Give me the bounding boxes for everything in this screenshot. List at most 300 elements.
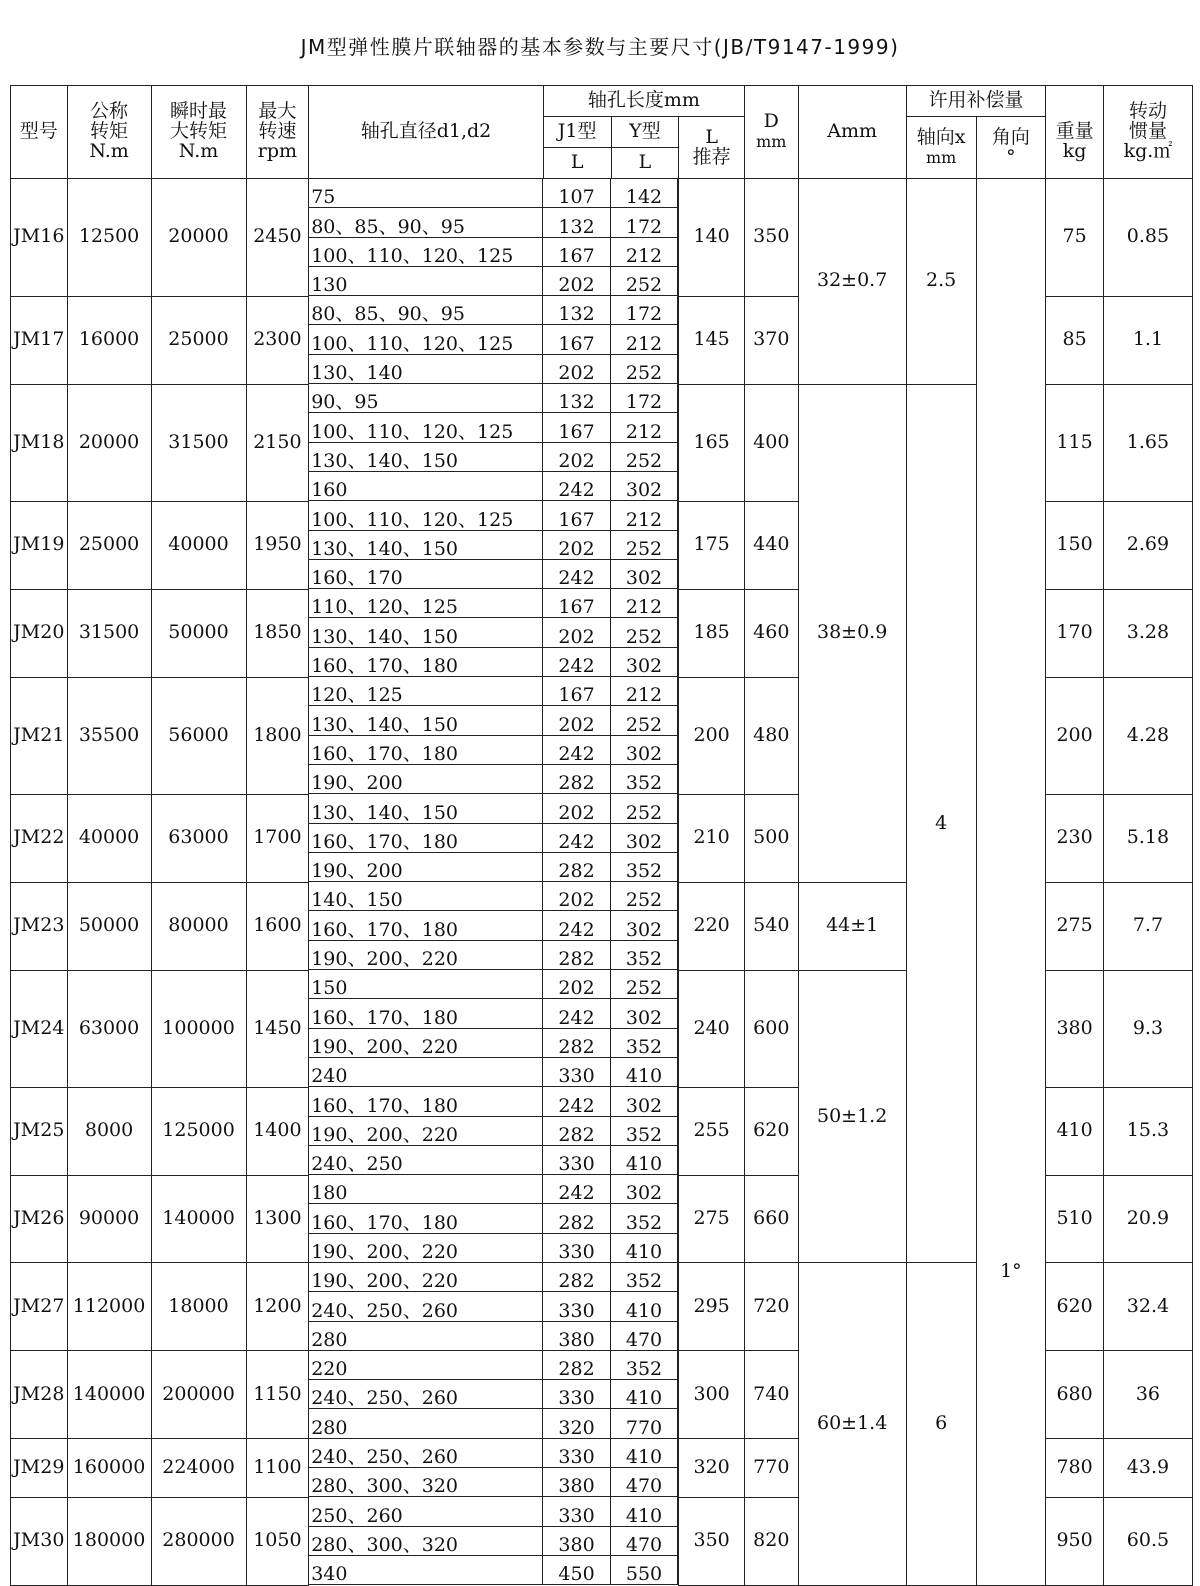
y-length-cell: 302 [610,559,677,588]
bore-diameter-cell: 100、110、120、125 [309,413,543,442]
speed-cell: 1700 [246,794,309,882]
inertia-cell: 1.1 [1103,296,1192,384]
j1-length-cell: 330 [543,1380,610,1409]
d-cell: 660 [745,1175,799,1263]
j1-length-cell: 330 [543,1057,610,1086]
axial-compensation-cell: 6 [906,1263,976,1585]
axial-compensation-cell: 4 [906,384,976,1263]
bore-row [309,1087,678,1116]
bore-subtable-cell [309,1497,679,1585]
d-cell: 720 [745,1263,799,1351]
y-length-cell: 470 [610,1321,677,1350]
l-recommended-cell: 185 [679,589,745,677]
model-cell: JM16 [11,179,68,297]
weight-cell: 410 [1046,1087,1104,1175]
bore-row [309,589,678,618]
bore-diameter-cell: 250、260 [309,1497,543,1526]
j1-length-cell: 167 [543,413,610,442]
bore-row [309,882,678,911]
j1-length-cell: 202 [543,794,610,823]
bore-row [309,1351,678,1380]
peak-torque-cell: 25000 [151,296,246,384]
header-axial: 轴向x mm [906,117,976,179]
y-length-cell: 252 [610,706,677,735]
d-cell: 500 [745,794,799,882]
bore-row [309,677,678,706]
bore-row [309,442,678,471]
peak-torque-cell: 63000 [151,794,246,882]
y-length-cell: 770 [610,1409,677,1438]
y-length-cell: 302 [610,1087,677,1116]
a-value-cell: 32±0.7 [798,179,906,385]
y-length-cell: 252 [610,530,677,559]
torque-cell: 16000 [67,296,151,384]
header-torque: 公称 转矩 N.m [67,86,151,179]
model-cell: JM17 [11,296,68,384]
bore-row [309,208,678,237]
bore-subtable [309,1351,678,1439]
y-length-cell: 212 [610,677,677,706]
model-cell: JM19 [11,501,68,589]
bore-row [309,1321,678,1350]
table-row [11,179,1193,297]
inertia-cell: 3.28 [1103,589,1192,677]
bore-diameter-cell: 80、85、90、95 [309,208,543,237]
d-cell: 480 [745,677,799,794]
header-j1: J1型 [543,117,611,148]
speed-cell: 1850 [246,589,309,677]
inertia-cell: 20.9 [1103,1175,1192,1263]
l-recommended-cell: 220 [679,882,745,970]
y-length-cell: 352 [610,1263,677,1292]
bore-subtable-cell [309,296,679,384]
bore-subtable-cell [309,794,679,882]
bore-row [309,1116,678,1145]
inertia-cell: 4.28 [1103,677,1192,794]
y-length-cell: 352 [610,1028,677,1057]
weight-cell: 170 [1046,589,1104,677]
inertia-cell: 43.9 [1103,1439,1192,1498]
j1-length-cell: 242 [543,823,610,852]
bore-row [309,1057,678,1086]
bore-diameter-cell: 190、200 [309,852,543,881]
model-cell: JM26 [11,1175,68,1263]
bore-row [309,354,678,383]
y-length-cell: 212 [610,589,677,618]
bore-diameter-cell: 220 [309,1351,543,1380]
bore-row [309,970,678,999]
j1-length-cell: 450 [543,1555,610,1584]
j1-length-cell: 202 [543,530,610,559]
peak-torque-cell: 50000 [151,589,246,677]
torque-cell: 35500 [67,677,151,794]
j1-length-cell: 282 [543,1116,610,1145]
j1-length-cell: 202 [543,970,610,999]
peak-torque-cell: 125000 [151,1087,246,1175]
model-cell: JM29 [11,1439,68,1498]
bore-subtable [309,1497,678,1585]
bore-row [309,1380,678,1409]
j1-length-cell: 282 [543,852,610,881]
bore-row [309,1292,678,1321]
j1-length-cell: 380 [543,1321,610,1350]
torque-cell: 90000 [67,1175,151,1263]
bore-subtable-cell [309,882,679,970]
bore-diameter-cell: 110、120、125 [309,589,543,618]
d-cell: 440 [745,501,799,589]
y-length-cell: 302 [610,735,677,764]
bore-diameter-cell: 160、170、180 [309,999,543,1028]
y-length-cell: 302 [610,911,677,940]
bore-subtable-cell [309,179,679,297]
speed-cell: 1950 [246,501,309,589]
bore-subtable [309,1263,678,1351]
model-cell: JM18 [11,384,68,501]
j1-length-cell: 282 [543,1351,610,1380]
j1-length-cell: 132 [543,384,610,413]
bore-diameter-cell: 130、140、150 [309,794,543,823]
j1-length-cell: 242 [543,911,610,940]
y-length-cell: 410 [610,1145,677,1174]
peak-torque-cell: 280000 [151,1497,246,1585]
bore-diameter-cell: 160、170 [309,559,543,588]
y-length-cell: 352 [610,940,677,969]
j1-length-cell: 330 [543,1439,610,1468]
d-cell: 620 [745,1087,799,1175]
header-l-recommended: L 推荐 [679,117,745,179]
header-peak-torque: 瞬时最 大转矩 N.m [151,86,246,179]
bore-diameter-cell: 190、200、220 [309,1028,543,1057]
bore-subtable-cell [309,1175,679,1263]
y-length-cell: 252 [610,970,677,999]
weight-cell: 950 [1046,1497,1104,1585]
bore-diameter-cell: 160、170、180 [309,1087,543,1116]
torque-cell: 25000 [67,501,151,589]
j1-length-cell: 107 [543,179,610,208]
y-length-cell: 142 [610,179,677,208]
y-length-cell: 172 [610,208,677,237]
j1-length-cell: 132 [543,208,610,237]
bore-row [309,1468,678,1497]
speed-cell: 1800 [246,677,309,794]
model-cell: JM20 [11,589,68,677]
j1-length-cell: 282 [543,1204,610,1233]
torque-cell: 140000 [67,1351,151,1439]
bore-diameter-cell: 280 [309,1321,543,1350]
l-recommended-cell: 200 [679,677,745,794]
l-recommended-cell: 145 [679,296,745,384]
bore-diameter-cell: 100、110、120、125 [309,501,543,530]
bore-diameter-cell: 130 [309,266,543,295]
header-angular: 角向 ° [976,117,1046,179]
torque-cell: 63000 [67,970,151,1087]
bore-row [309,647,678,676]
j1-length-cell: 167 [543,501,610,530]
bore-diameter-cell: 160、170、180 [309,647,543,676]
header-bore-length: 轴孔长度mm [543,86,744,117]
header-d: D mm [745,86,799,179]
bore-diameter-cell: 280、300、320 [309,1468,543,1497]
torque-cell: 112000 [67,1263,151,1351]
peak-torque-cell: 56000 [151,677,246,794]
j1-length-cell: 202 [543,882,610,911]
y-length-cell: 212 [610,325,677,354]
weight-cell: 115 [1046,384,1104,501]
bore-diameter-cell: 150 [309,970,543,999]
j1-length-cell: 132 [543,296,610,325]
y-length-cell: 550 [610,1555,677,1584]
d-cell: 820 [745,1497,799,1585]
bore-row [309,735,678,764]
j1-length-cell: 167 [543,325,610,354]
axial-compensation-cell: 2.5 [906,179,976,385]
j1-length-cell: 282 [543,940,610,969]
inertia-cell: 2.69 [1103,501,1192,589]
header-max-speed: 最大 转速 rpm [246,86,309,179]
speed-cell: 1050 [246,1497,309,1585]
bore-row [309,1145,678,1174]
bore-row [309,1497,678,1526]
j1-length-cell: 202 [543,706,610,735]
l-recommended-cell: 350 [679,1497,745,1585]
bore-row [309,1028,678,1057]
y-length-cell: 352 [610,1204,677,1233]
peak-torque-cell: 100000 [151,970,246,1087]
bore-row [309,530,678,559]
y-length-cell: 252 [610,354,677,383]
bore-subtable [309,384,678,501]
angular-compensation-cell: 1° [976,179,1046,1586]
inertia-cell: 15.3 [1103,1087,1192,1175]
bore-row [309,501,678,530]
y-length-cell: 352 [610,1351,677,1380]
speed-cell: 2300 [246,296,309,384]
y-length-cell: 252 [610,794,677,823]
speed-cell: 2150 [246,384,309,501]
bore-row [309,618,678,647]
j1-length-cell: 242 [543,559,610,588]
weight-cell: 275 [1046,882,1104,970]
y-length-cell: 252 [610,618,677,647]
coupling-parameter-table [10,85,1193,1586]
y-length-cell: 302 [610,999,677,1028]
j1-length-cell: 380 [543,1468,610,1497]
header-a: Amm [798,86,906,179]
bore-diameter-cell: 190、200、220 [309,1263,543,1292]
d-cell: 770 [745,1439,799,1498]
a-value-cell: 38±0.9 [798,384,906,882]
weight-cell: 85 [1046,296,1104,384]
bore-diameter-cell: 100、110、120、125 [309,237,543,266]
j1-length-cell: 330 [543,1145,610,1174]
y-length-cell: 252 [610,442,677,471]
bore-diameter-cell: 130、140、150 [309,442,543,471]
l-recommended-cell: 240 [679,970,745,1087]
inertia-cell: 60.5 [1103,1497,1192,1585]
peak-torque-cell: 140000 [151,1175,246,1263]
j1-length-cell: 167 [543,589,610,618]
j1-length-cell: 282 [543,764,610,793]
a-value-cell: 44±1 [798,882,906,970]
bore-diameter-cell: 120、125 [309,677,543,706]
torque-cell: 31500 [67,589,151,677]
bore-subtable [309,882,678,970]
l-recommended-cell: 255 [679,1087,745,1175]
j1-length-cell: 330 [543,1233,610,1262]
j1-length-cell: 330 [543,1292,610,1321]
weight-cell: 75 [1046,179,1104,297]
bore-diameter-cell: 160、170、180 [309,823,543,852]
y-length-cell: 212 [610,413,677,442]
bore-row [309,325,678,354]
bore-row [309,1409,678,1438]
bore-row [309,471,678,500]
bore-diameter-cell: 100、110、120、125 [309,325,543,354]
y-length-cell: 212 [610,501,677,530]
torque-cell: 180000 [67,1497,151,1585]
d-cell: 370 [745,296,799,384]
l-recommended-cell: 275 [679,1175,745,1263]
y-length-cell: 352 [610,764,677,793]
l-recommended-cell: 175 [679,501,745,589]
j1-length-cell: 202 [543,266,610,295]
d-cell: 400 [745,384,799,501]
j1-length-cell: 242 [543,999,610,1028]
d-cell: 540 [745,882,799,970]
bore-row [309,1526,678,1555]
inertia-cell: 7.7 [1103,882,1192,970]
weight-cell: 680 [1046,1351,1104,1439]
header-y: Y型 [611,117,679,148]
header-inertia: 转动 惯量 kg.㎡ [1103,86,1192,179]
bore-diameter-cell: 130、140、150 [309,530,543,559]
bore-subtable [309,501,678,589]
bore-row [309,1204,678,1233]
model-cell: JM25 [11,1087,68,1175]
bore-diameter-cell: 160 [309,471,543,500]
l-recommended-cell: 165 [679,384,745,501]
y-length-cell: 172 [610,296,677,325]
inertia-cell: 1.65 [1103,384,1192,501]
bore-subtable [309,1175,678,1263]
speed-cell: 1150 [246,1351,309,1439]
bore-diameter-cell: 180 [309,1175,543,1204]
bore-subtable [309,1439,678,1498]
bore-diameter-cell: 160、170、180 [309,735,543,764]
bore-subtable-cell [309,1263,679,1351]
y-length-cell: 302 [610,471,677,500]
speed-cell: 1200 [246,1263,309,1351]
y-length-cell: 410 [610,1380,677,1409]
j1-length-cell: 167 [543,677,610,706]
bore-row [309,823,678,852]
bore-subtable [309,1087,678,1175]
bore-row [309,296,678,325]
d-cell: 350 [745,179,799,297]
bore-diameter-cell: 90、95 [309,384,543,413]
header-compensation: 许用补偿量 [906,86,1046,117]
d-cell: 600 [745,970,799,1087]
bore-diameter-cell: 130、140、150 [309,706,543,735]
y-length-cell: 410 [610,1057,677,1086]
bore-diameter-cell: 190、200、220 [309,1116,543,1145]
bore-diameter-cell: 340 [309,1555,543,1584]
j1-length-cell: 282 [543,1263,610,1292]
bore-row [309,999,678,1028]
j1-length-cell: 242 [543,735,610,764]
bore-subtable [309,296,678,384]
header-model: 型号 [11,86,68,179]
speed-cell: 1400 [246,1087,309,1175]
peak-torque-cell: 31500 [151,384,246,501]
bore-diameter-cell: 190、200、220 [309,1233,543,1262]
y-length-cell: 302 [610,823,677,852]
bore-diameter-cell: 190、200 [309,764,543,793]
inertia-cell: 5.18 [1103,794,1192,882]
speed-cell: 1450 [246,970,309,1087]
torque-cell: 160000 [67,1439,151,1498]
model-cell: JM23 [11,882,68,970]
bore-row [309,237,678,266]
j1-length-cell: 202 [543,618,610,647]
header-y-l: L [611,148,679,179]
j1-length-cell: 380 [543,1526,610,1555]
bore-subtable-cell [309,1087,679,1175]
d-cell: 460 [745,589,799,677]
j1-length-cell: 242 [543,647,610,676]
weight-cell: 620 [1046,1263,1104,1351]
y-length-cell: 352 [610,1116,677,1145]
bore-diameter-cell: 130、140 [309,354,543,383]
speed-cell: 1600 [246,882,309,970]
j1-length-cell: 320 [543,1409,610,1438]
bore-row [309,911,678,940]
bore-diameter-cell: 75 [309,179,543,208]
peak-torque-cell: 20000 [151,179,246,297]
model-cell: JM22 [11,794,68,882]
table-body [11,179,1193,1586]
header-j1-l: L [543,148,611,179]
j1-length-cell: 242 [543,471,610,500]
bore-row [309,559,678,588]
bore-row [309,413,678,442]
bore-subtable [309,677,678,794]
speed-cell: 2450 [246,179,309,297]
inertia-cell: 0.85 [1103,179,1192,297]
weight-cell: 510 [1046,1175,1104,1263]
header-bore-diameter: 轴孔直径d1,d2 [309,86,544,179]
j1-length-cell: 242 [543,1087,610,1116]
torque-cell: 20000 [67,384,151,501]
bore-diameter-cell: 240、250、260 [309,1380,543,1409]
model-cell: JM27 [11,1263,68,1351]
inertia-cell: 9.3 [1103,970,1192,1087]
l-recommended-cell: 295 [679,1263,745,1351]
bore-diameter-cell: 160、170、180 [309,911,543,940]
j1-length-cell: 202 [543,442,610,471]
bore-subtable [309,794,678,882]
weight-cell: 230 [1046,794,1104,882]
j1-length-cell: 282 [543,1028,610,1057]
bore-subtable [309,179,678,296]
bore-row [309,266,678,295]
y-length-cell: 252 [610,266,677,295]
bore-subtable-cell [309,970,679,1087]
bore-row [309,852,678,881]
bore-row [309,384,678,413]
y-length-cell: 410 [610,1439,677,1468]
y-length-cell: 410 [610,1292,677,1321]
